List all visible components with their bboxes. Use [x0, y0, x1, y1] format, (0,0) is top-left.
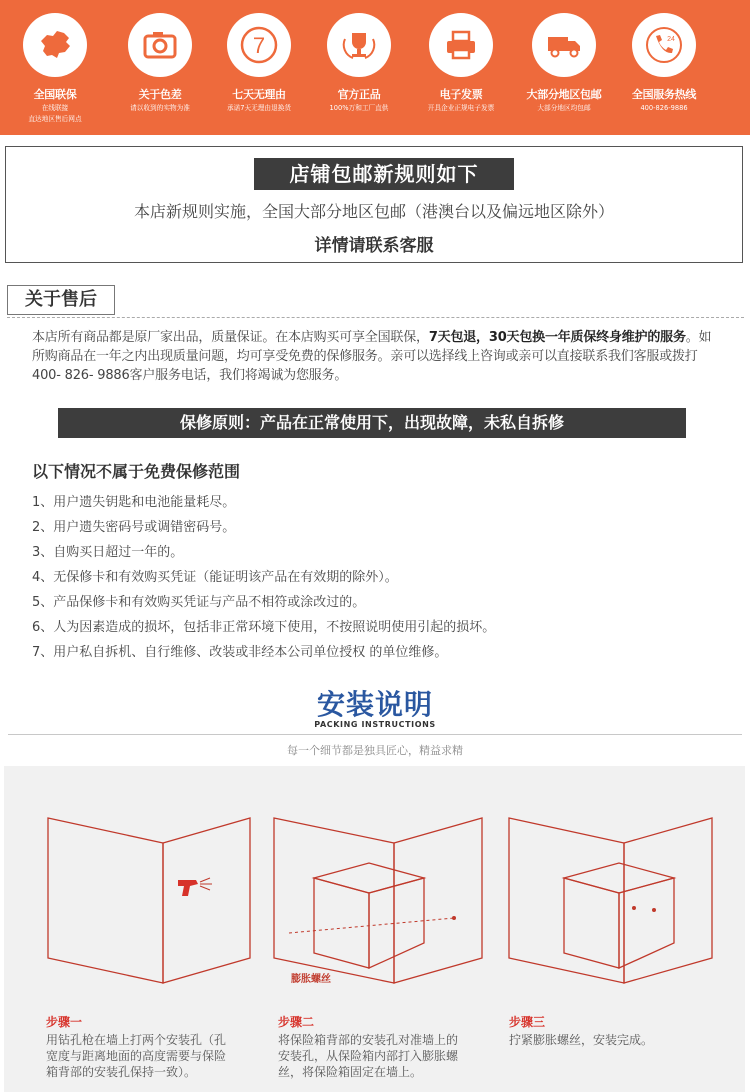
trophy-icon — [339, 25, 379, 65]
step-3-text: 拧紧膨胀螺丝，安装完成。 — [509, 1033, 654, 1047]
camera-icon — [140, 25, 180, 65]
china-map-icon — [35, 25, 75, 65]
step-2-text: 将保险箱背部的安装孔对准墙上的 安装孔，从保险箱内部打入膨胀螺 丝，将保险箱固定在墙上。 — [278, 1033, 459, 1079]
svg-text:7: 7 — [252, 33, 266, 58]
step-3-label: 步骤三 — [509, 1015, 546, 1029]
notice-contact: 详情请联系客服 — [314, 236, 434, 256]
list-item: 2、用户遗失密码号或调错密码号。 — [32, 520, 236, 535]
step-1-illustration — [18, 798, 264, 1003]
list-item: 6、人为因素造成的损坏，包括非正常环境下使用，不按照说明使用引起的损坏。 — [32, 620, 496, 635]
step-2-label: 步骤二 — [278, 1015, 315, 1029]
badge-color: 关于色差 请以收到的实物为准 — [110, 13, 210, 113]
divider — [8, 734, 742, 735]
service-banner — [0, 0, 750, 135]
badge-genuine: 官方正品 100%万和工厂直供 — [309, 13, 409, 113]
badge-shipping: 大部分地区包邮 大部分地区均包邮 — [514, 13, 614, 113]
exclusions-list — [32, 490, 495, 665]
install-subtitle: PACKING INSTRUCTIONS — [314, 720, 436, 729]
truck-icon — [544, 25, 584, 65]
after-sales-paragraph: 本店所有商品都是原厂家出品，质量保证。在本店购买可享全国联保，7天包退，30天包换一年质保终身维护的服务。如所购商品在一年之内出现质量问题，均可享受免费的保修服务。亲可以选择线上咨询或亲可以直接联系我们客服或拨打400- 826- 9886客户服务电话，我们将竭诚为您服务。 — [32, 330, 712, 383]
list-item: 7、用户私自拆机、自行维修、改装或非经本公司单位授权 的单位维修。 — [32, 645, 448, 660]
exclusions-title: 以下情况不属于免费保修范围 — [32, 462, 241, 481]
notice-title: 店铺包邮新规则如下 — [254, 158, 514, 190]
install-title: 安装说明 — [316, 688, 433, 721]
printer-icon — [441, 25, 481, 65]
list-item: 4、无保修卡和有效购买凭证（能证明该产品在有效期的除外）。 — [32, 570, 398, 585]
warranty-principle: 保修原则：产品在正常使用下，出现故障，未私自拆修 — [58, 408, 686, 438]
divider — [7, 317, 744, 319]
badge-warranty: 全国联保 在线联接 直达地区售后网点 — [5, 13, 105, 124]
badge-invoice: 电子发票 开具企业正规电子发票 — [411, 13, 511, 113]
phone-icon — [644, 25, 684, 65]
step-1-text: 用钻孔枪在墙上打两个安装孔（孔 宽度与距离地面的高度需要与保险 箱背部的安装孔保持一致）。 — [46, 1033, 227, 1079]
shipping-notice — [5, 146, 743, 263]
expansion-bolt-label: 膨胀螺丝 — [291, 974, 331, 985]
step-3-illustration — [494, 798, 740, 1003]
badge-seven-days: 7 七天无理由 承诺7天无理由退换货 — [209, 13, 309, 113]
seven-days-icon — [239, 25, 279, 65]
install-steps-panel — [4, 766, 745, 1092]
list-item: 3、自购买日超过一年的。 — [32, 545, 184, 560]
badge-title: 全国联保 — [33, 88, 77, 101]
badge-hotline: 24 全国服务热线 400-826-9886 — [614, 13, 714, 113]
install-tagline: 每一个细节都是独具匠心，精益求精 — [287, 744, 463, 757]
svg-text:24: 24 — [667, 36, 675, 43]
list-item: 5、产品保修卡和有效购买凭证与产品不相符或涂改过的。 — [32, 595, 366, 610]
step-1-label: 步骤一 — [46, 1015, 83, 1029]
notice-text: 本店新规则实施，全国大部分地区包邮（港澳台以及偏远地区除外） — [133, 202, 614, 221]
after-sales-title: 关于售后 — [7, 285, 115, 315]
list-item: 1、用户遗失钥匙和电池能量耗尽。 — [32, 495, 236, 510]
